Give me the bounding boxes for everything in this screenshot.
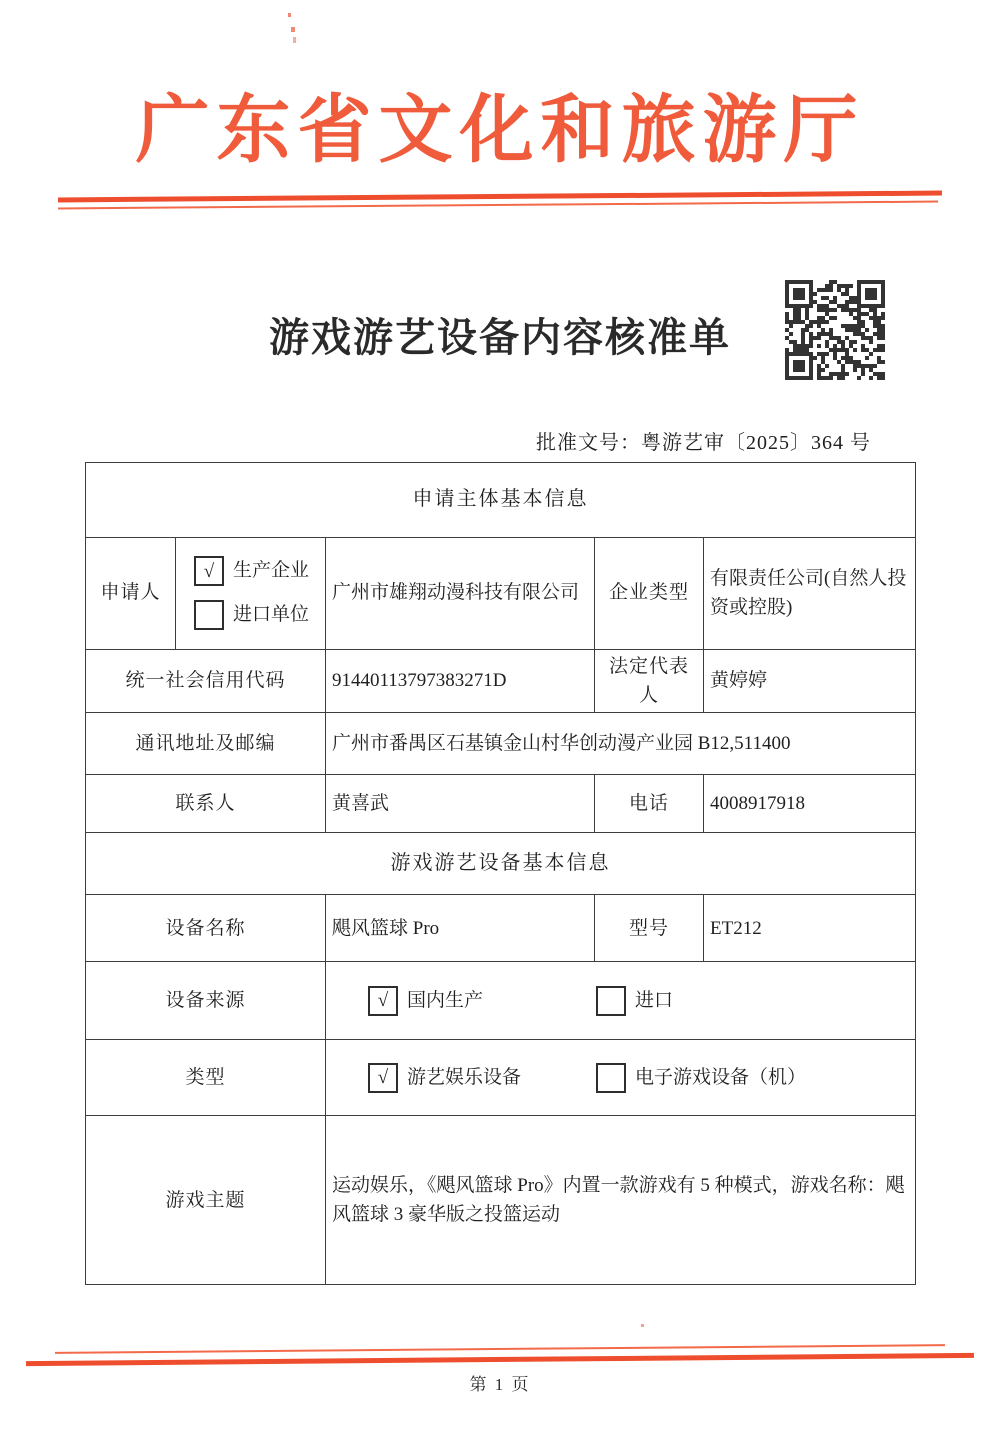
phone-value: 4008917918 (704, 775, 916, 833)
table-row-type (86, 1040, 916, 1116)
section1-title: 申请主体基本信息 (86, 462, 916, 537)
option-label: 进口单位 (233, 604, 310, 626)
address-label: 通讯地址及邮编 (86, 713, 326, 775)
letterhead-divider (58, 190, 942, 209)
table-row-applicant (86, 537, 916, 649)
company-name-value: 广州市雄翔动漫科技有限公司 (326, 537, 595, 649)
table-row-address (86, 713, 916, 775)
checkbox-electronic-game-device (596, 1063, 626, 1093)
option-electronic-game-device (596, 1063, 806, 1093)
option-label: 游艺娱乐设备 (407, 1067, 522, 1089)
approval-number-line (85, 426, 915, 455)
divider-line-thick (58, 190, 942, 202)
company-type-label: 企业类型 (595, 537, 704, 649)
option-import (596, 986, 673, 1016)
option-production-company (194, 556, 319, 586)
scan-artifact (641, 1324, 644, 1327)
contact-value: 黄喜武 (326, 775, 595, 833)
page-number: 第 1 页 (469, 1375, 531, 1394)
footer-divider-thick (26, 1353, 974, 1366)
title-block (0, 278, 1000, 390)
section2-title: 游戏游艺设备基本信息 (86, 833, 916, 895)
approval-number-label: 批准文号： (536, 431, 641, 454)
approval-number-value: 粤游艺审〔2025〕364 号 (641, 431, 871, 454)
applicant-checkbox-cell (176, 537, 326, 649)
contact-label: 联系人 (86, 775, 326, 833)
option-amusement-device (368, 1063, 596, 1093)
type-label: 类型 (86, 1040, 326, 1116)
checkbox-import (596, 986, 626, 1016)
game-theme-value: 运动娱乐，《飓风篮球 Pro》内置一款游戏有 5 种模式，游戏名称：飓风篮球 3 豪华版之投篮运动 (326, 1116, 916, 1285)
table-row-section1 (86, 462, 916, 537)
credit-code-value: 91440113797383271D (326, 649, 595, 713)
table-row-device-name (86, 895, 916, 962)
legal-rep-label: 法定代表人 (595, 649, 704, 713)
checkbox-domestic-production: √ (368, 986, 398, 1016)
applicant-label: 申请人 (86, 537, 176, 649)
address-value: 广州市番禺区石基镇金山村华创动漫产业园 B12,511400 (326, 713, 916, 775)
option-label: 电子游戏设备（机） (635, 1067, 807, 1089)
letterhead-title: 广东省文化和旅游厅 (135, 90, 865, 172)
checkbox-import-unit (194, 600, 224, 630)
doc-title: 游戏游艺设备内容核准单 (269, 314, 731, 360)
table-row-device-source (86, 962, 916, 1040)
table-row-credit-code (86, 649, 916, 713)
option-label: 进口 (635, 990, 674, 1012)
checkbox-amusement-device: √ (368, 1063, 398, 1093)
legal-rep-value: 黄婷婷 (704, 649, 916, 713)
device-source-label: 设备来源 (86, 962, 326, 1040)
option-import-unit (194, 600, 319, 630)
option-label: 国内生产 (407, 990, 484, 1012)
table-row-game-theme (86, 1116, 916, 1285)
type-options-cell (326, 1040, 916, 1116)
game-theme-label: 游戏主题 (86, 1116, 326, 1285)
device-source-options-cell (326, 962, 916, 1040)
phone-label: 电话 (595, 775, 704, 833)
model-value: ET212 (704, 895, 916, 962)
company-type-value: 有限责任公司(自然人投资或控股) (704, 537, 916, 649)
credit-code-label: 统一社会信用代码 (86, 649, 326, 713)
checkbox-production-company: √ (194, 556, 224, 586)
model-label: 型号 (595, 895, 704, 962)
option-domestic-production (368, 986, 596, 1016)
table-row-section2 (86, 833, 916, 895)
device-name-value: 飓风篮球 Pro (326, 895, 595, 962)
option-label: 生产企业 (233, 560, 310, 582)
qr-code-icon (785, 280, 885, 380)
form-table (85, 462, 916, 1286)
scan-artifact (291, 27, 295, 32)
footer-divider-thin (55, 1344, 945, 1354)
device-name-label: 设备名称 (86, 895, 326, 962)
page-footer (0, 1348, 1000, 1395)
scan-artifact (288, 13, 291, 17)
table-row-contact (86, 775, 916, 833)
scan-artifact (293, 37, 296, 43)
